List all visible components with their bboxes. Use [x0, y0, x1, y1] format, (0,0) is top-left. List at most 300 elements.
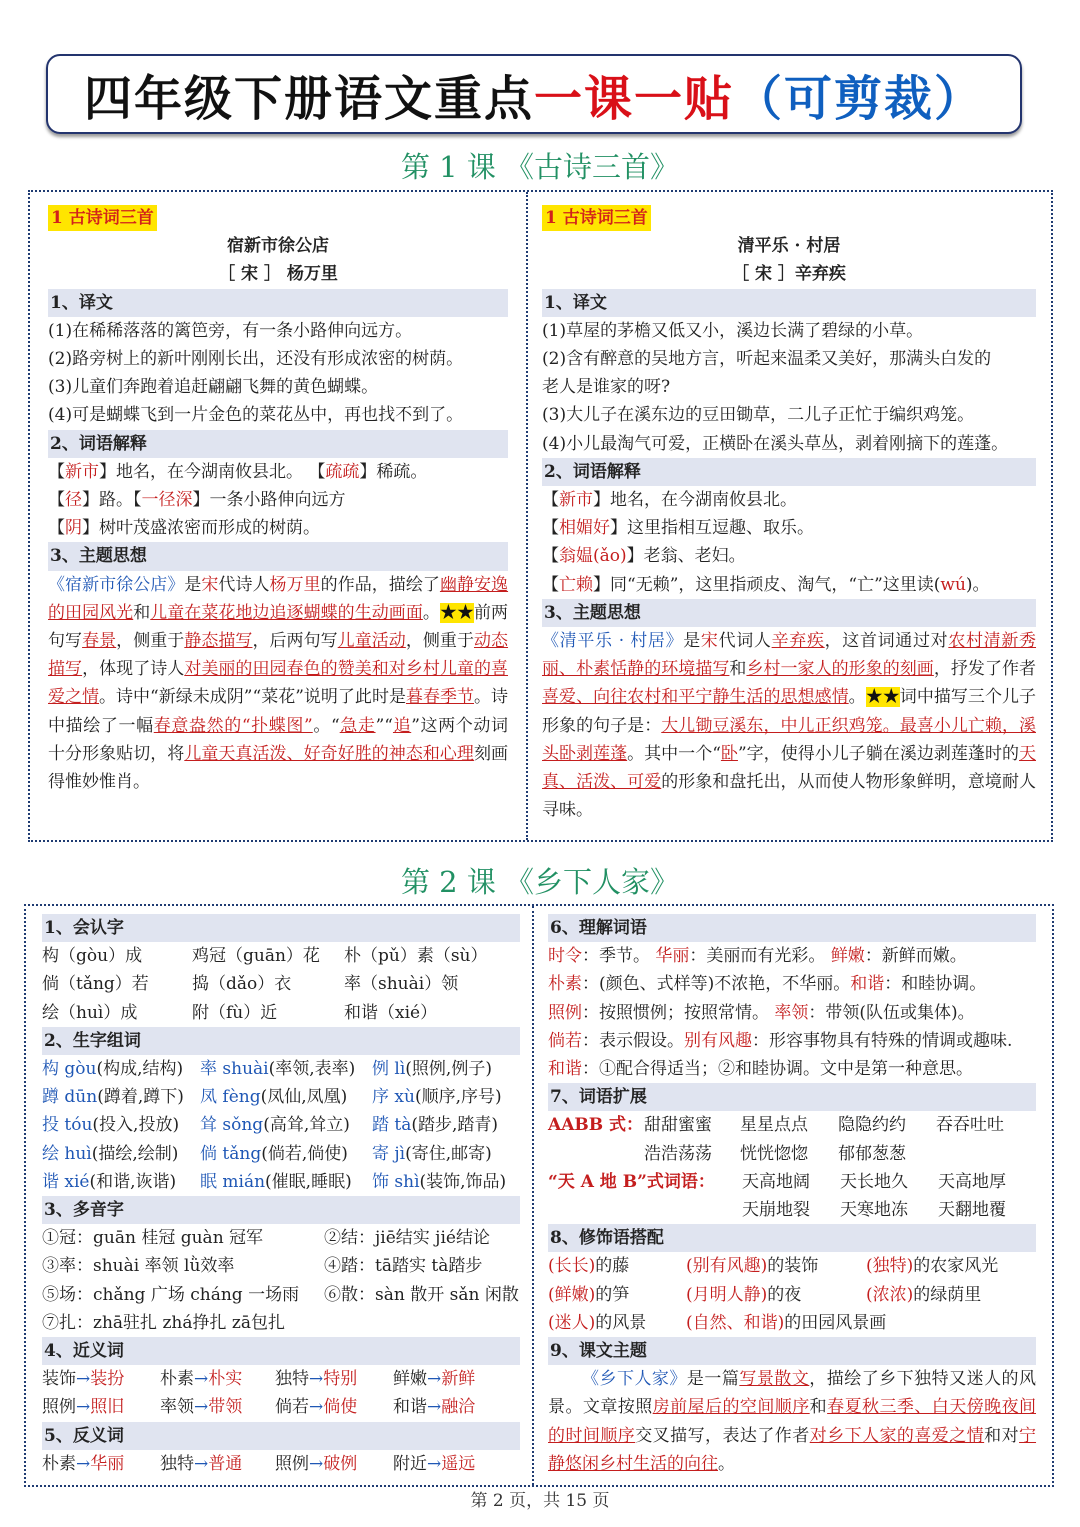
- polyphonic-row: [42, 1252, 520, 1280]
- text-run: 构 gòu: [42, 1059, 97, 1080]
- text-run: (自然、和谐): [686, 1312, 785, 1333]
- text-run: 大儿锄豆溪东，中儿正织鸡笼。最喜小儿亡赖，溪头卧剥莲蓬: [542, 715, 1036, 764]
- polyphonic-row: [42, 1281, 520, 1309]
- text-run: 的绿荫里: [913, 1284, 982, 1305]
- translation-line: (3)儿童们奔跑着追赶翩翩飞舞的黄色蝴蝶。: [48, 377, 379, 398]
- word-meaning-line: [548, 970, 1036, 998]
- text-run: 踏 tà: [372, 1115, 412, 1136]
- row-cell: [548, 1111, 644, 1139]
- text-run: 耸 sǒng: [200, 1115, 264, 1136]
- text-run: ，侧重于: [116, 631, 185, 652]
- text-run: 特别: [323, 1369, 358, 1390]
- row-cell: 倘（tǎng）若: [42, 974, 149, 995]
- text-run: 暮春季节: [405, 687, 475, 708]
- text-run: AABB 式：: [548, 1115, 644, 1136]
- recognize-row: [42, 942, 520, 970]
- row-cell: [393, 1450, 511, 1478]
- text-run: (长长): [548, 1256, 596, 1277]
- row-cell: 天崩地裂: [742, 1200, 810, 1221]
- text-run: ：季节。: [582, 946, 656, 967]
- poem-title: 清平乐 · 村居: [737, 236, 841, 257]
- text-run: 例 lì: [372, 1059, 406, 1080]
- row-cell: [548, 1281, 686, 1309]
- row-cell: [42, 1168, 200, 1196]
- text-run: 倘使: [323, 1397, 358, 1418]
- text-run: (投入,投放): [92, 1115, 180, 1136]
- word-explanation: 【新市】地名，在今湖南攸县北。: [542, 490, 797, 511]
- text-run: ”这两个动词十分形象贴切，将: [48, 715, 509, 764]
- row-cell: 浩浩荡荡: [644, 1143, 712, 1164]
- row-cell: [686, 1309, 887, 1337]
- row-cell: 鸡冠（guān）花: [192, 946, 320, 967]
- text-run: ：美丽而有光彩。: [689, 946, 831, 967]
- lesson-2-left-column: [42, 906, 520, 1485]
- text-run: 天真、活泼、可爱: [542, 743, 1036, 793]
- text-run: 宋: [700, 631, 719, 652]
- text-run: 和谐: [548, 1059, 582, 1080]
- text-run: 前两句写: [48, 602, 509, 652]
- word-meaning-line: [548, 942, 1036, 970]
- synonym-row: [42, 1393, 520, 1421]
- text-run: 华丽: [90, 1453, 125, 1474]
- text-run: 刻画得惟妙惟肖。: [48, 743, 509, 793]
- translation-line: (2)含有醉意的吴地方言，听起来温柔又美好，那满头白发的: [542, 349, 992, 370]
- text-run: 绘 huì: [42, 1143, 92, 1164]
- text-run: 对乡下人家的喜爱之情: [809, 1425, 985, 1446]
- section-heading: 6、理解词语: [548, 914, 1036, 942]
- row-cell: 天长地久: [840, 1171, 908, 1192]
- text-run: 遥远: [441, 1453, 476, 1474]
- text-run: →: [76, 1453, 91, 1474]
- translation-line: 老人是谁家的呀?: [542, 377, 671, 398]
- translation-line: (4)小儿最淘气可爱，正横卧在溪头草丛，剥着刚摘下的莲蓬。: [542, 433, 1009, 454]
- aabb-row: [548, 1111, 1036, 1139]
- text-run: (凤仙,凤凰): [260, 1087, 348, 1108]
- text-run: ，体现了诗人: [82, 659, 185, 680]
- section-heading: 1、译文: [48, 289, 508, 317]
- recognize-characters: [42, 942, 520, 1027]
- text-run: ：带领(队伍或集体)。: [808, 1002, 975, 1023]
- text-run: (别有风趣): [686, 1256, 768, 1277]
- text-run: 鲜嫩: [393, 1369, 427, 1390]
- row-cell: 恍恍惚惚: [740, 1143, 808, 1164]
- text-run: 的笋: [595, 1284, 630, 1305]
- row-cell: 天高地厚: [938, 1171, 1006, 1192]
- text-run: 朴素: [548, 974, 582, 995]
- word-explanation: 【新市】地名，在今湖南攸县北。 【疏疏】稀疏。: [48, 461, 428, 482]
- text-run: 倘若: [548, 1030, 582, 1051]
- poem-author: ［ 宋 ］ 杨万里: [218, 264, 338, 285]
- text-run: 代诗人: [218, 574, 270, 595]
- row-cell: 天高地阔: [742, 1171, 810, 1192]
- group-row: [42, 1140, 520, 1168]
- row-cell: [372, 1083, 522, 1111]
- section-heading: 4、近义词: [42, 1337, 520, 1365]
- text-run: 辛弃疾: [771, 631, 825, 652]
- text-run: 乡村一家人的形象的刻画: [746, 659, 934, 680]
- text-run: 装饰: [42, 1369, 76, 1390]
- character-groups: [42, 1055, 520, 1196]
- text-run: 。其中一个“: [627, 743, 721, 764]
- page-title: [46, 54, 1022, 134]
- text-run: 序 xù: [372, 1087, 415, 1108]
- title-main: 四年级下册语文重点: [83, 70, 534, 127]
- group-row: [42, 1055, 520, 1083]
- lesson-2-right-column: [548, 906, 1036, 1485]
- text-run: →: [194, 1369, 209, 1390]
- tian-di-words: [548, 1168, 1036, 1224]
- word-meaning-line: [548, 999, 1036, 1027]
- row-cell: [42, 1450, 160, 1478]
- text-run: 。“: [312, 715, 340, 736]
- antonym-row: [42, 1450, 520, 1478]
- text-run: →: [194, 1397, 209, 1418]
- text-run: →: [309, 1453, 324, 1474]
- text-run: →: [427, 1453, 442, 1474]
- translation-line: (1)草屋的茅檐又低又小，溪边长满了碧绿的小草。: [542, 320, 924, 341]
- group-row: [42, 1111, 520, 1139]
- text-run: 的农家风光: [913, 1256, 999, 1277]
- text-run: ：新鲜而嫩。: [864, 946, 967, 967]
- row-cell: [866, 1252, 1036, 1280]
- page-number: 第 2 页，共 15 页: [470, 1491, 610, 1511]
- text-run: ：表示假设。: [582, 1030, 684, 1051]
- text-run: →: [194, 1453, 209, 1474]
- text-run: 和谐: [850, 974, 885, 995]
- synonym-row: [42, 1365, 520, 1393]
- row-cell: [324, 1309, 520, 1337]
- row-cell: 朴（pǔ）素（sù）: [344, 946, 488, 967]
- modifier-row: [548, 1281, 1036, 1309]
- row-cell: 和谐（xié）: [344, 1002, 438, 1023]
- translation-line: (2)路旁树上的新叶刚刚长出，还没有形成浓密的树荫。: [48, 349, 464, 370]
- synonyms: [42, 1365, 520, 1421]
- text-run: 急走: [339, 715, 376, 736]
- text-run: 朴素: [42, 1453, 76, 1474]
- text-run: 附近: [393, 1453, 427, 1474]
- text-run: 朴实: [208, 1369, 243, 1390]
- row-cell: [200, 1055, 372, 1083]
- text-run: (高耸,耸立): [263, 1115, 350, 1136]
- word-explanation: 【径】路。【一径深】一条小路伸向远方: [48, 490, 346, 511]
- text-run: 农村清新秀丽、朴素恬静的环境描写: [542, 631, 1037, 680]
- row-cell: ⑤场：chǎng 广场 cháng 一场雨: [42, 1284, 300, 1305]
- tian-row: [548, 1196, 1036, 1224]
- row-cell: [866, 1281, 1036, 1309]
- title-highlight: 一课一贴: [533, 70, 734, 127]
- lesson-1-right-column: [542, 192, 1036, 840]
- row-cell: [372, 1168, 522, 1196]
- text-run: (独特): [866, 1256, 914, 1277]
- text-run: 照旧: [90, 1397, 125, 1418]
- text-run: 的作品，描绘了: [320, 574, 440, 595]
- text-run: ：①配合得适当；②和睦协调。文中是第一种意思。: [582, 1059, 973, 1080]
- text-run: 的夜: [767, 1284, 802, 1305]
- text-run: 独特: [275, 1369, 309, 1390]
- text-run: 《乡下人家》: [582, 1369, 687, 1390]
- row-cell: 吞吞吐吐: [936, 1115, 1004, 1136]
- recognize-row: [42, 999, 520, 1027]
- row-cell: [42, 1055, 200, 1083]
- word-explanation: 【翁媪(ǎo)】老翁、老妇。: [542, 546, 746, 567]
- text-run: 喜爱、向往农村和平宁静生活的思想感情: [542, 687, 849, 708]
- text-run: (月明人静): [686, 1284, 768, 1305]
- text-run: (照例,例子): [405, 1059, 492, 1080]
- text-run: ：形容事物具有特殊的情调或趣味.: [752, 1030, 1013, 1051]
- aabb-words: [548, 1111, 1036, 1167]
- row-cell: [160, 1365, 275, 1393]
- lesson-2-title: 第 2 课 《乡下人家》: [400, 865, 680, 899]
- translation-line: (4)可是蝴蝶飞到一片金色的菜花丛中，再也找不到了。: [48, 405, 464, 426]
- row-cell: 构（gòu）成: [42, 946, 143, 967]
- row-cell: [686, 1281, 866, 1309]
- text-run: ：按照惯例；按照常情。: [582, 1002, 775, 1023]
- text-run: 的田园风景画: [784, 1312, 887, 1333]
- text-run: (和谐,诙谐): [89, 1171, 177, 1192]
- text-run: ”字，使得小儿子躺在溪边剥莲蓬时的: [737, 743, 1019, 764]
- text-run: 是: [184, 574, 202, 595]
- text-run: 春夏秋三季、白天傍晚夜间的时间顺序: [548, 1397, 1037, 1446]
- row-cell: ④踏：tā踏实 tà踏步: [324, 1256, 483, 1277]
- row-cell: [372, 1140, 522, 1168]
- section-heading: 3、主题思想: [542, 599, 1036, 627]
- text-run: 别有风趣: [684, 1030, 752, 1051]
- text-run: (装饰,饰品): [419, 1171, 507, 1192]
- text-run: 率 shuài: [200, 1059, 269, 1080]
- text-run: (浓浓): [866, 1284, 914, 1305]
- text-run: 代词人: [718, 631, 772, 652]
- text-run: 和: [133, 602, 151, 623]
- text-run: ★★: [865, 687, 900, 708]
- text-run: 是一篇: [686, 1369, 740, 1390]
- text-run: →: [427, 1369, 442, 1390]
- text-run: 的风景: [595, 1312, 647, 1333]
- text-run: (催眠,睡眠): [265, 1171, 352, 1192]
- row-cell: [275, 1393, 393, 1421]
- text-run: 和: [729, 659, 747, 680]
- row-cell: [372, 1111, 522, 1139]
- row-cell: [372, 1055, 522, 1083]
- polyphonic-characters: [42, 1224, 520, 1337]
- text-run: 杨万里: [269, 574, 321, 595]
- text-run: 装扮: [90, 1369, 125, 1390]
- modifier-row: [548, 1252, 1036, 1280]
- row-cell: ⑥散：sàn 散开 sǎn 闲散: [324, 1284, 519, 1305]
- poem-author: ［ 宋 ］辛弃疾: [732, 264, 846, 285]
- text-run: 凤 fèng: [200, 1087, 261, 1108]
- text-run: 。诗中“新绿未成阴”“菜花”说明了此时是: [99, 687, 406, 708]
- text-run: 和对: [984, 1425, 1020, 1446]
- section-heading: 8、修饰语搭配: [548, 1224, 1036, 1252]
- text-run: (构成,结构): [96, 1059, 184, 1080]
- section-heading: 7、词语扩展: [548, 1083, 1036, 1111]
- polyphonic-row: [42, 1309, 520, 1337]
- text-run: →: [309, 1369, 324, 1390]
- antonyms: [42, 1450, 520, 1478]
- row-cell: 隐隐约约: [838, 1115, 906, 1136]
- text-run: 和谐: [393, 1397, 427, 1418]
- row-cell: ①冠：guān 桂冠 guàn 冠军: [42, 1228, 264, 1249]
- text-run: 幽静安逸的田园风光: [48, 574, 509, 623]
- row-cell: [393, 1365, 511, 1393]
- text-run: 融洽: [441, 1397, 476, 1418]
- text-run: 的形象和盘托出，从而使人物形象鲜明，意境耐人寻味。: [542, 772, 1036, 821]
- text-run: 照例: [275, 1453, 309, 1474]
- row-cell: 天翻地覆: [938, 1200, 1006, 1221]
- text-run: 眠 mián: [200, 1171, 266, 1192]
- text-run: →: [427, 1397, 442, 1418]
- word-explanation: 【阴】树叶茂盛浓密而形成的树荫。: [48, 518, 320, 539]
- row-cell: [548, 1309, 686, 1337]
- text-run: “天 A 地 B”式词语：: [548, 1171, 715, 1192]
- text-run: 照例: [42, 1397, 76, 1418]
- text-run: 《宿新市徐公店》: [48, 574, 185, 595]
- row-cell: [548, 1168, 742, 1196]
- lesson-1-title: 第 1 课 《古诗三首》: [400, 150, 680, 184]
- text-run: 。: [848, 687, 866, 708]
- aabb-row: [548, 1140, 1036, 1168]
- row-cell: 郁郁葱葱: [838, 1143, 906, 1164]
- word-explanation: 【相媚好】这里指相互逗趣、取乐。: [542, 518, 814, 539]
- text-run: 词中描写三个儿子形象的句子是：: [542, 687, 1037, 736]
- row-cell: [42, 1393, 160, 1421]
- text-run: 新鲜: [441, 1369, 476, 1390]
- text-run: (顺序,序号): [414, 1087, 502, 1108]
- text-run: 率领: [774, 1002, 809, 1023]
- text-run: 投 tóu: [42, 1115, 93, 1136]
- text-run: →: [309, 1397, 324, 1418]
- text-run: ，侧重于: [405, 631, 474, 652]
- text-run: 静态描写: [184, 631, 253, 652]
- text-run: (踏步,踏青): [411, 1115, 499, 1136]
- theme-paragraph: [548, 1365, 1036, 1478]
- column-divider: [526, 192, 528, 840]
- lesson-2-panel: [24, 904, 1054, 1487]
- text-run: 倘若: [275, 1397, 309, 1418]
- lesson-1-left-column: [48, 192, 508, 840]
- tian-row: [548, 1168, 1036, 1196]
- text-run: (描绘,绘制): [91, 1143, 179, 1164]
- row-cell: [200, 1140, 372, 1168]
- text-run: 带领: [208, 1397, 243, 1418]
- text-run: 。诗中描绘了一幅: [48, 687, 509, 736]
- column-divider: [532, 906, 534, 1485]
- row-cell: 附（fù）近: [192, 1002, 278, 1023]
- modifier-pairs: [548, 1252, 1036, 1337]
- group-row: [42, 1083, 520, 1111]
- text-run: 对美丽的田园春色的赞美和对乡村儿童的喜爱之情: [48, 659, 509, 708]
- text-run: (鲜嫩): [548, 1284, 596, 1305]
- text-run: 饰 shì: [372, 1171, 420, 1192]
- title-note: （可剪裁）: [734, 70, 985, 127]
- text-run: 的藤: [595, 1256, 630, 1277]
- word-explanation: 【亡赖】同“无赖”，这里指顽皮、淘气，“亡”这里读(wú)。: [542, 574, 990, 595]
- text-run: (蹲着,蹲下): [97, 1087, 184, 1108]
- text-run: 《清平乐 · 村居》: [542, 631, 684, 652]
- row-cell: [686, 1252, 866, 1280]
- recognize-row: [42, 970, 520, 998]
- text-run: 房前屋后的空间顺序: [652, 1397, 810, 1418]
- text-run: (迷人): [548, 1312, 596, 1333]
- row-cell: 天寒地冻: [840, 1200, 908, 1221]
- group-row: [42, 1168, 520, 1196]
- section-heading: 2、生字组词: [42, 1027, 520, 1055]
- text-run: 华丽: [655, 946, 690, 967]
- row-cell: 绘（huì）成: [42, 1002, 138, 1023]
- section-heading: 3、多音字: [42, 1196, 520, 1224]
- modifier-row: [548, 1309, 1036, 1337]
- word-meaning-line: [548, 1055, 1036, 1083]
- text-run: ”“: [375, 715, 393, 736]
- text-run: 谐 xié: [42, 1171, 90, 1192]
- section-heading: 2、词语解释: [542, 458, 1036, 486]
- section-heading: 5、反义词: [42, 1422, 520, 1450]
- text-run: 倘 tǎng: [200, 1143, 262, 1164]
- row-cell: [275, 1450, 393, 1478]
- row-cell: [200, 1083, 372, 1111]
- row-cell: [548, 1252, 686, 1280]
- text-run: 宁静悠闲乡村生活的向往: [548, 1425, 1037, 1474]
- text-run: 儿童在菜花地边追逐蝴蝶的生动画面: [150, 602, 423, 623]
- text-run: ，后两句写: [252, 631, 338, 652]
- text-run: →: [76, 1369, 91, 1390]
- polyphonic-row: [42, 1224, 520, 1252]
- text-run: 率领: [160, 1397, 194, 1418]
- text-run: →: [76, 1397, 91, 1418]
- translation-line: (3)大儿子在溪东边的豆田锄草，二儿子正忙于编织鸡笼。: [542, 405, 975, 426]
- text-run: 交叉描写，表达了作者: [635, 1425, 810, 1446]
- text-run: 。: [718, 1453, 735, 1474]
- text-run: ：(颜色、式样等)不浓艳，不华丽。: [582, 974, 851, 995]
- row-cell: [200, 1168, 372, 1196]
- row-cell: 率（shuài）领: [344, 974, 459, 995]
- text-run: 儿童活动: [337, 631, 406, 652]
- text-run: 鲜嫩: [830, 946, 865, 967]
- row-cell: [42, 1111, 200, 1139]
- text-run: 春意盎然的“扑蝶图”: [153, 715, 313, 736]
- section-tag: 1 古诗词三首: [48, 205, 157, 231]
- row-cell: [200, 1111, 372, 1139]
- text-run: 蹲 dūn: [42, 1087, 98, 1108]
- section-heading: 1、译文: [542, 289, 1036, 317]
- row-cell: [42, 1365, 160, 1393]
- theme-paragraph: [48, 571, 508, 797]
- row-cell: ⑦扎：zhā驻扎 zhá挣扎 zā包扎: [42, 1312, 285, 1333]
- row-cell: ③率：shuài 率领 lǜ效率: [42, 1256, 235, 1277]
- text-run: 时令: [548, 946, 582, 967]
- text-run: (率领,表率): [268, 1059, 356, 1080]
- text-run: 动态描写: [48, 631, 509, 680]
- text-run: (倘若,倘使): [261, 1143, 348, 1164]
- text-run: 独特: [160, 1453, 194, 1474]
- text-run: ，这首词通过对: [824, 631, 949, 652]
- text-run: 宋: [201, 574, 219, 595]
- row-cell: [393, 1393, 511, 1421]
- text-run: 追: [392, 715, 412, 736]
- text-run: 朴素: [160, 1369, 194, 1390]
- translation-line: (1)在稀稀落落的篱笆旁，有一条小路伸向远方。: [48, 320, 413, 341]
- theme-paragraph: [542, 627, 1036, 824]
- section-heading: 3、主题思想: [48, 542, 508, 570]
- row-cell: [160, 1450, 275, 1478]
- text-run: 。: [422, 602, 440, 623]
- section-heading: 9、课文主题: [548, 1337, 1036, 1365]
- row-cell: 甜甜蜜蜜: [644, 1115, 712, 1136]
- text-run: ★★: [439, 602, 474, 623]
- text-run: 写景散文: [739, 1369, 810, 1390]
- text-run: 和: [809, 1397, 828, 1418]
- section-heading: 1、会认字: [42, 914, 520, 942]
